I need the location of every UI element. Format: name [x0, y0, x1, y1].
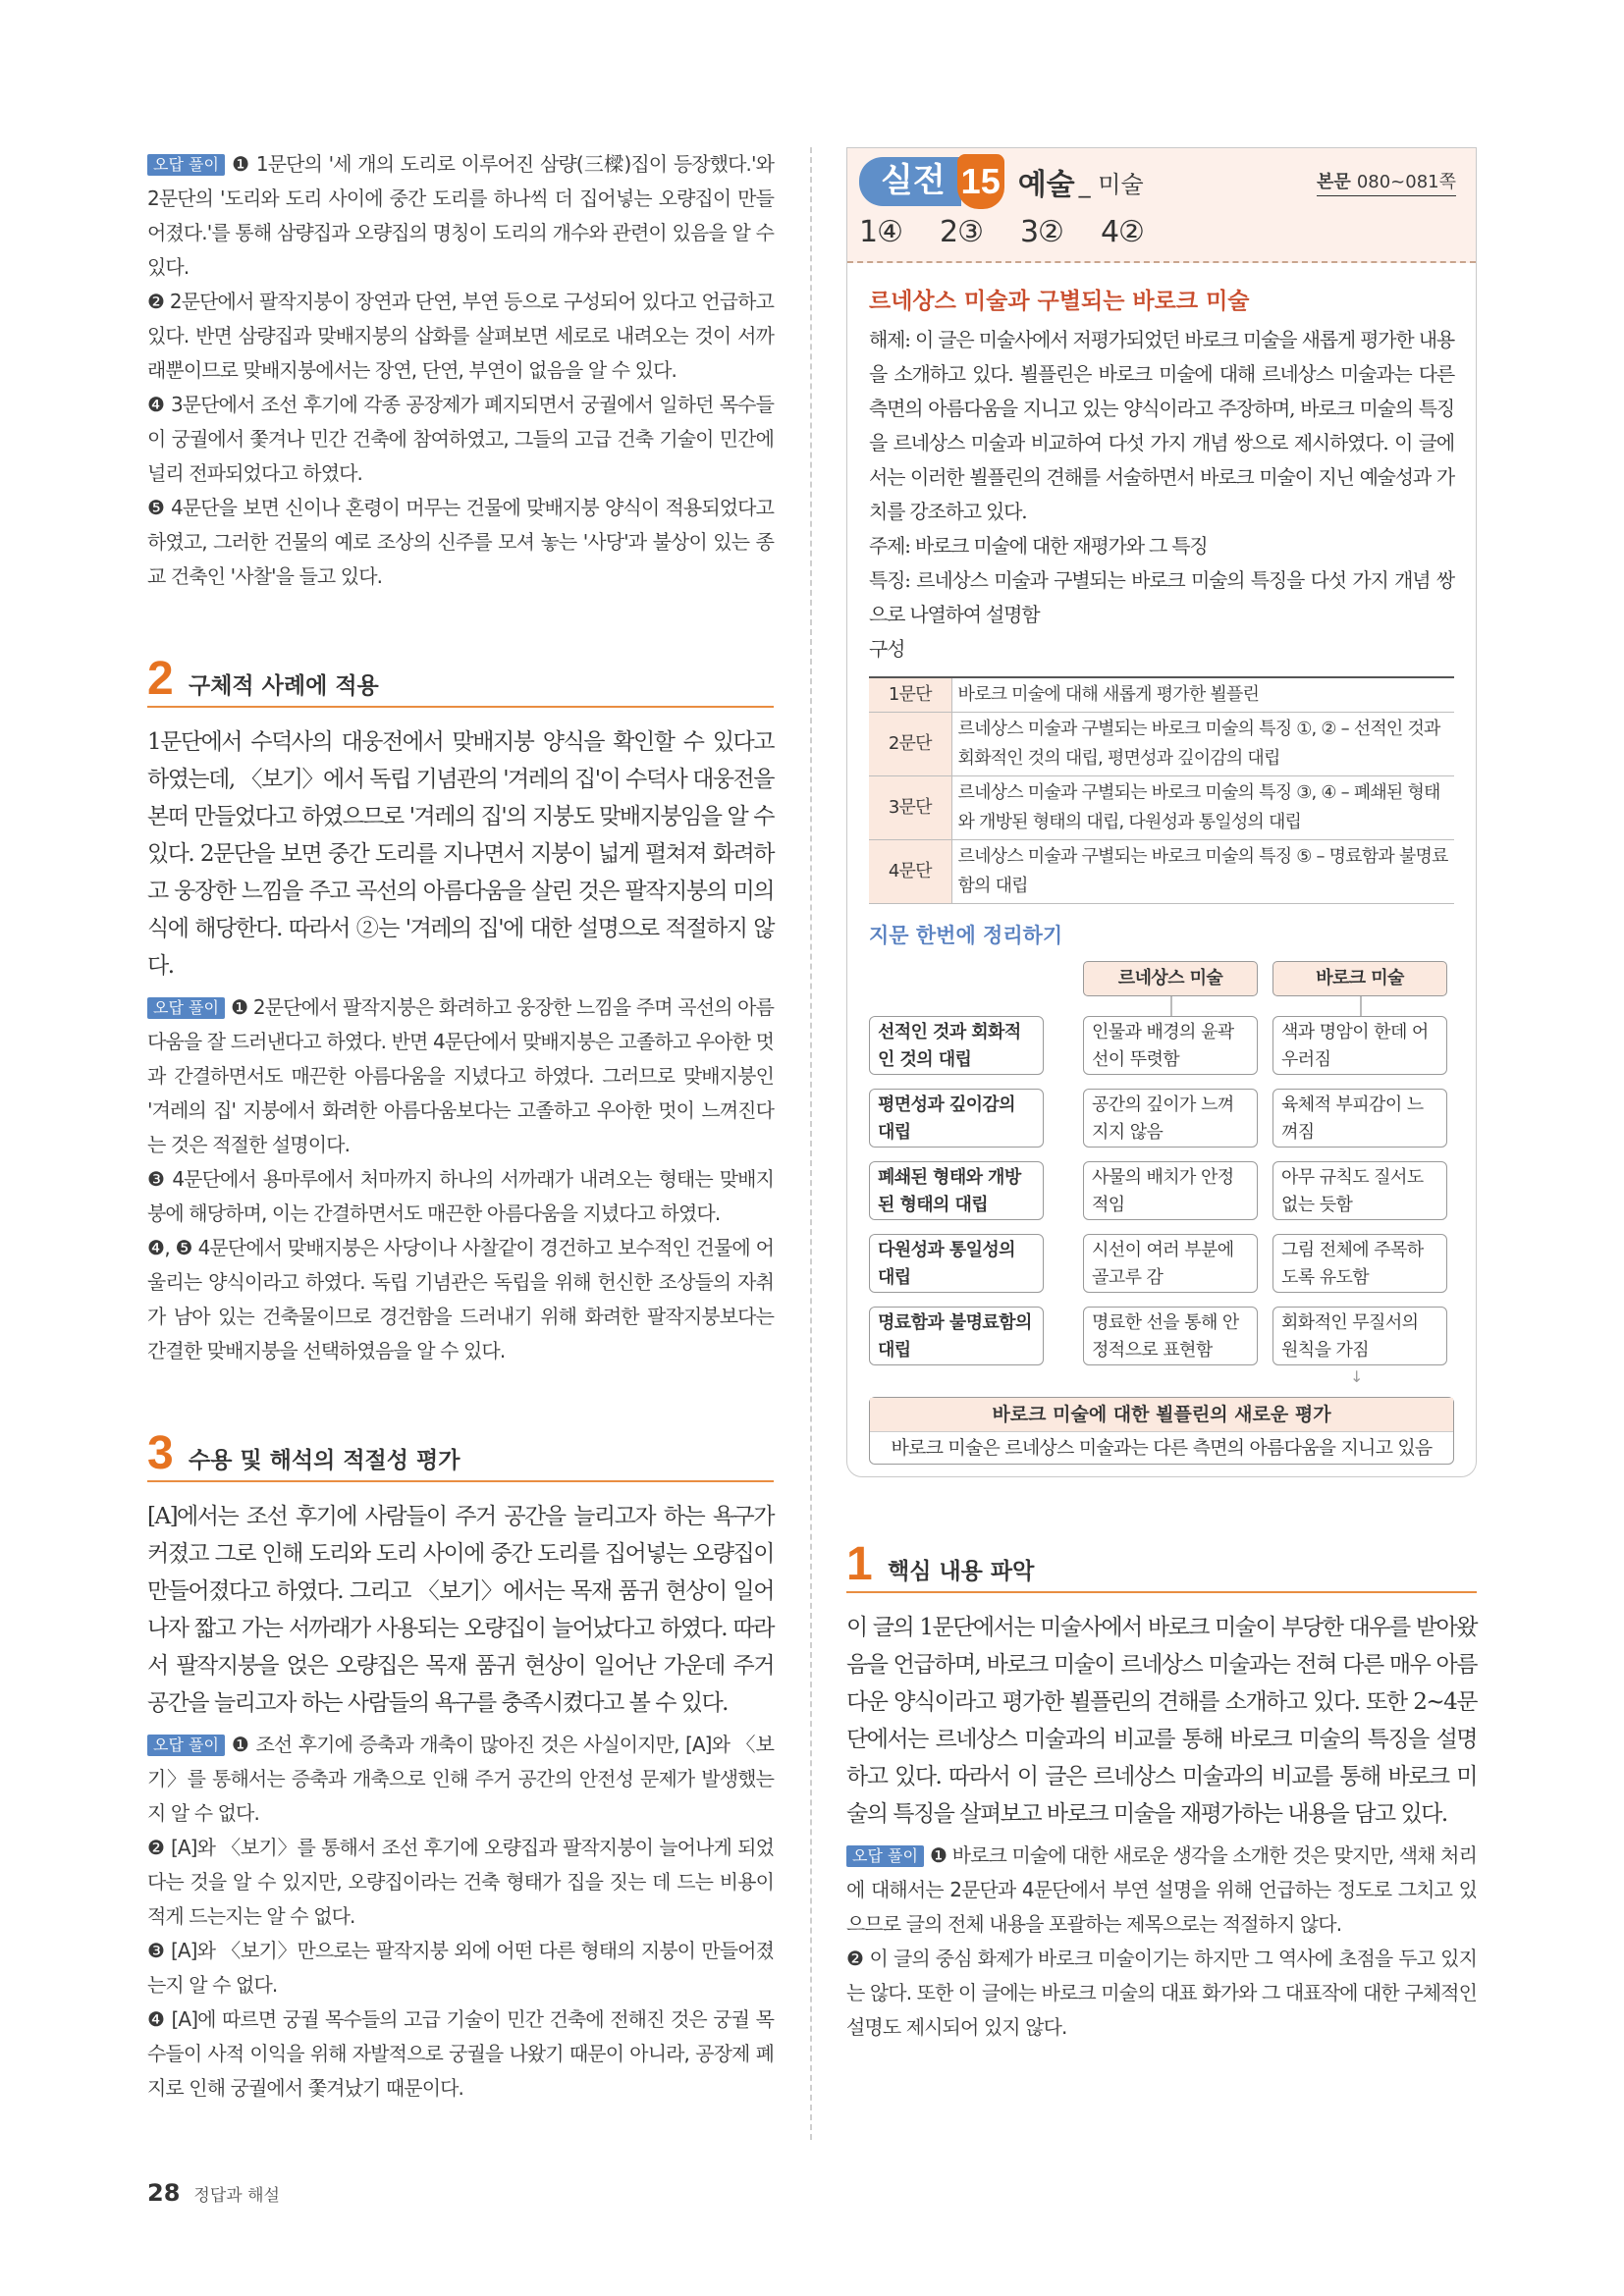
box-header — [847, 148, 1476, 263]
passage-title: 르네상스 미술과 구별되는 바로크 미술 — [869, 289, 1250, 314]
down-arrow-icon: ↓ — [1350, 1367, 1364, 1386]
baroque-cell: 색과 명암이 한데 어우러짐 — [1272, 1016, 1447, 1075]
practice-badge: 실전 — [859, 157, 961, 206]
answer-1: 1④ — [859, 215, 902, 249]
renaissance-cell: 공간의 깊이가 느껴지지 않음 — [1083, 1089, 1258, 1148]
column-divider — [810, 147, 812, 2140]
section-heading-1: 1 핵심 내용 파악 — [846, 1542, 1477, 1593]
right-column — [846, 147, 1477, 2045]
renaissance-cell: 사물의 배치가 안정적임 — [1083, 1161, 1258, 1220]
table-row: 4문단 르네상스 미술과 구별되는 바로크 미술의 특징 ⑤ – 명료함과 불명료함의 대립 — [869, 840, 1454, 904]
passage-feature: 특징: 르네상스 미술과 구별되는 바로크 미술의 특징을 다섯 가지 개념 쌍으로 나열하여 설명함 — [869, 568, 1454, 626]
baroque-cell: 육체적 부피감이 느껴짐 — [1272, 1089, 1447, 1148]
concept-pair: 명료함과 불명료함의 대립 — [869, 1307, 1044, 1365]
practice-summary-box — [846, 147, 1477, 1477]
answer-key — [859, 215, 1464, 249]
section-heading-2: 2 구체적 사례에 적용 — [147, 657, 774, 708]
structure-label: 구성 — [869, 637, 905, 661]
wrong-answer-tag: 오답 풀이 — [147, 154, 225, 176]
renaissance-header: 르네상스 미술 — [1083, 961, 1258, 996]
baroque-cell: 회화적인 무질서의 원칙을 가짐 — [1272, 1307, 1447, 1365]
renaissance-cell: 시선이 여러 부분에 골고루 감 — [1083, 1234, 1258, 1293]
wrong-answer-tag: 오답 풀이 — [846, 1845, 924, 1867]
passage-theme: 주제: 바로크 미술에 대한 재평가와 그 특징 — [869, 534, 1208, 558]
concept-pair: 선적인 것과 회화적인 것의 대립 — [869, 1016, 1044, 1075]
concept-pair: 평면성과 깊이감의 대립 — [869, 1089, 1044, 1148]
page-number: 28 — [147, 2179, 181, 2207]
answer-3: 3② — [1019, 215, 1063, 249]
baroque-cell: 아무 규칙도 질서도 없는 듯함 — [1272, 1161, 1447, 1220]
section-2-body: 1문단에서 수덕사의 대웅전에서 맞배지붕 양식을 확인할 수 있다고 하였는데, 〈보기〉에서 독립 기념관의 '겨레의 집'이 수덕사 대웅전을 본떠 만들었다고 하였으므로 '겨레의 집'의 지붕도 맞배지붕임을 알 수 있다. 2문단을 보면 중간 도리를 지나면서 지붕이 넓게 펼쳐져 화려하고 웅장한 느낌을 주고 곡선의 아름다움을 살린 것은 팔작지붕의 미의식에 해당한다. 따라서 ②는 '겨레의 집'에 대한 설명으로 적절하지 않다. — [147, 729, 774, 979]
left-column — [147, 147, 774, 2106]
wrong-answer-note-2: 오답 풀이 ❶ 2문단에서 팔작지붕은 화려하고 웅장한 느낌을 주며 곡선의 아름다움을 잘 드러낸다고 하였다. 반면 4문단에서 맞배지붕은 고졸하고 우아한 멋과 간결하면서도 매끈한 아름다움을 지녔다고 하였다. 그러므로 맞배지붕인 '겨레의 집' 지붕에서 화려한 아름다움보다는 고졸하고 우아한 멋이 느껴진다는 것은 적절한 설명이다. ❸ 4문단에서 용마루에서 처마까지 하나의 서까래가 내려오는 형태는 맞배지붕에 해당하며, 이는 간결하면서도 매끈한 아름다움을 지녔다고 하였다. ❹, ❺ 4문단에서 맞배지붕은 사당이나 사찰같이 경건하고 보수적인 건물에 어울리는 양식이라고 하였다. 독립 기념관은 독립을 위해 헌신한 조상들의 자취가 남아 있는 건축물이므로 경건함을 드러내기 위해 화려한 팔작지붕보다는 간결한 맞배지붕을 선택하였음을 알 수 있다. — [147, 995, 774, 1362]
wrong-answer-note-3: 오답 풀이 ❶ 조선 후기에 증축과 개축이 많아진 것은 사실이지만, [A]와 〈보기〉를 통해서는 증축과 개축으로 인해 주거 공간의 안전성 문제가 발생했는지 알 수 없다. ❷ [A]와 〈보기〉를 통해서 조선 후기에 오량집과 팔작지붕이 늘어나게 되었다는 것을 알 수 있지만, 오량집이라는 건축 형태가 집을 짓는 데 드는 비용이 적게 드는지는 알 수 없다. ❸ [A]와 〈보기〉만으로는 팔작지붕 외에 어떤 다른 형태의 지붕이 만들어졌는지 알 수 없다. ❹ [A]에 따르면 궁궐 목수들의 고급 기술이 민간 건축에 전해진 것은 궁궐 목수들이 사적 이익을 위해 자발적으로 궁궐을 나왔기 때문이 아니라, 공장제 폐지로 인해 궁궐에서 쫓겨났기 때문이다. — [147, 1733, 774, 2100]
answer-2: 2③ — [939, 215, 983, 249]
summary-title: 지문 한번에 정리하기 — [869, 924, 1063, 947]
passage-summary: 해제: 이 글은 미술사에서 저평가되었던 바로크 미술을 새롭게 평가한 내용을 소개하고 있다. 뵐플린은 바로크 미술에 대해 르네상스 미술과는 다른 측면의 아름다움을 지니고 있는 양식이라고 주장하며, 바로크 미술의 특징을 르네상스 미술과 비교하여 다섯 가지 개념 쌍으로 제시하였다. 이 글에서는 이러한 뵐플린의 견해를 서술하면서 바로크 미술이 지닌 예술성과 가치를 강조하고 있다. — [869, 328, 1454, 523]
wrong-answer-tag: 오답 풀이 — [147, 997, 225, 1019]
table-row: 3문단 르네상스 미술과 구별되는 바로크 미술의 특징 ③, ④ – 폐쇄된 형태와 개방된 형태의 대립, 다원성과 통일성의 대립 — [869, 776, 1454, 840]
practice-number: 15 — [957, 154, 1004, 209]
wrong-answer-note-4: 오답 풀이 ❶ 바로크 미술에 대한 새로운 생각을 소개한 것은 맞지만, 색채 처리에 대해서는 2문단과 4문단에서 부연 설명을 위해 언급하는 정도로 그치고 있으므로 글의 전체 내용을 포괄하는 제목으로는 적절하지 않다. ❷ 이 글의 중심 화제가 바로크 미술이기는 하지만 그 역사에 초점을 두고 있지는 않다. 또한 이 글에는 바로크 미술의 대표 화가와 그 대표작에 대한 구체적인 설명도 제시되어 있지 않다. — [846, 1843, 1477, 2039]
concept-pair: 폐쇄된 형태와 개방된 형태의 대립 — [869, 1161, 1044, 1220]
baroque-header: 바로크 미술 — [1272, 961, 1447, 996]
subject-subtitle: _ 미술 — [1078, 170, 1144, 198]
concept-pair: 다원성과 통일성의 대립 — [869, 1234, 1044, 1293]
section-1-body: 이 글의 1문단에서는 미술사에서 바로크 미술이 부당한 대우를 받아왔음을 언급하며, 바로크 미술이 르네상스 미술과는 전혀 다른 매우 아름다운 양식이라고 평가한 뵐플린의 견해를 소개하고 있다. 또한 2~4문단에서는 르네상스 미술과의 비교를 통해 바로크 미술의 특징을 설명하고 있다. 따라서 이 글은 르네상스 미술과의 비교를 통해 바로크 미술의 특징을 살펴보고 바로크 미술을 재평가하는 내용을 담고 있다. — [846, 1615, 1477, 1827]
footer-label: 정답과 해설 — [193, 2186, 280, 2206]
answer-4: 4② — [1100, 215, 1144, 249]
wrong-answer-tag: 오답 풀이 — [147, 1735, 225, 1756]
renaissance-cell: 인물과 배경의 윤곽선이 뚜렷함 — [1083, 1016, 1258, 1075]
table-row: 1문단 바로크 미술에 대해 새롭게 평가한 뵐플린 — [869, 677, 1454, 713]
section-heading-3: 3 수용 및 해석의 적절성 평가 — [147, 1431, 774, 1482]
baroque-cell: 그림 전체에 주목하도록 유도함 — [1272, 1234, 1447, 1293]
subject-title: 예술 — [1017, 168, 1075, 202]
comparison-grid — [869, 961, 1454, 1373]
table-row: 2문단 르네상스 미술과 구별되는 바로크 미술의 특징 ①, ② – 선적인 것과 회화적인 것의 대립, 평면성과 깊이감의 대립 — [869, 713, 1454, 776]
section-3-body: [A]에서는 조선 후기에 사람들이 주거 공간을 늘리고자 하는 욕구가 커졌고 그로 인해 도리와 도리 사이에 중간 도리를 집어넣는 오량집이 만들어졌다고 하였다. 그리고 〈보기〉에서는 목재 품귀 현상이 일어나자 짧고 가는 서까래가 사용되는 오량집이 늘어났다고 하였다. 따라서 팔작지붕을 얹은 오량집은 목재 품귀 현상이 일어난 가운데 주거 공간을 늘리고자 하는 사람들의 욕구를 충족시켰다고 볼 수 있다. — [147, 1504, 774, 1716]
page-footer — [147, 2179, 280, 2207]
wrong-answer-note-1: 오답 풀이 ❶ 1문단의 '세 개의 도리로 이루어진 삼량(三樑)집이 등장했다.'와 2문단의 '도리와 도리 사이에 중간 도리를 하나씩 더 집어넣는 오량집이 만들어졌다.'를 통해 삼량집과 오량집의 명칭이 도리의 개수와 관련이 있음을 알 수 있다. ❷ 2문단에서 팔작지붕이 장연과 단연, 부연 등으로 구성되어 있다고 언급하고 있다. 반면 삼량집과 맞배지붕의 삽화를 살펴보면 세로로 내려오는 것이 서까래뿐이므로 맞배지붕에서는 장연, 단연, 부연이 없음을 알 수 있다. ❹ 3문단에서 조선 후기에 각종 공장제가 폐지되면서 궁궐에서 일하던 목수들이 궁궐에서 쫓겨나 민간 건축에 참여하였고, 그들의 고급 건축 기술이 민간에 널리 전파되었다고 하였다. ❺ 4문단을 보면 신이나 혼령이 머무는 건물에 맞배지붕 양식이 적용되었다고 하였고, 그러한 건물의 예로 조상의 신주를 모셔 놓는 '사당'과 불상이 있는 종교 건축인 '사찰'을 들고 있다. — [147, 152, 774, 588]
renaissance-cell: 명료한 선을 통해 안정적으로 표현함 — [1083, 1307, 1258, 1365]
page-reference: 본문 080~081쪽 — [1317, 168, 1456, 196]
final-evaluation: 바로크 미술에 대한 뵐플린의 새로운 평가 바로크 미술은 르네상스 미술과는 다른 측면의 아름다움을 지니고 있음 — [869, 1397, 1454, 1465]
structure-table — [869, 676, 1454, 904]
